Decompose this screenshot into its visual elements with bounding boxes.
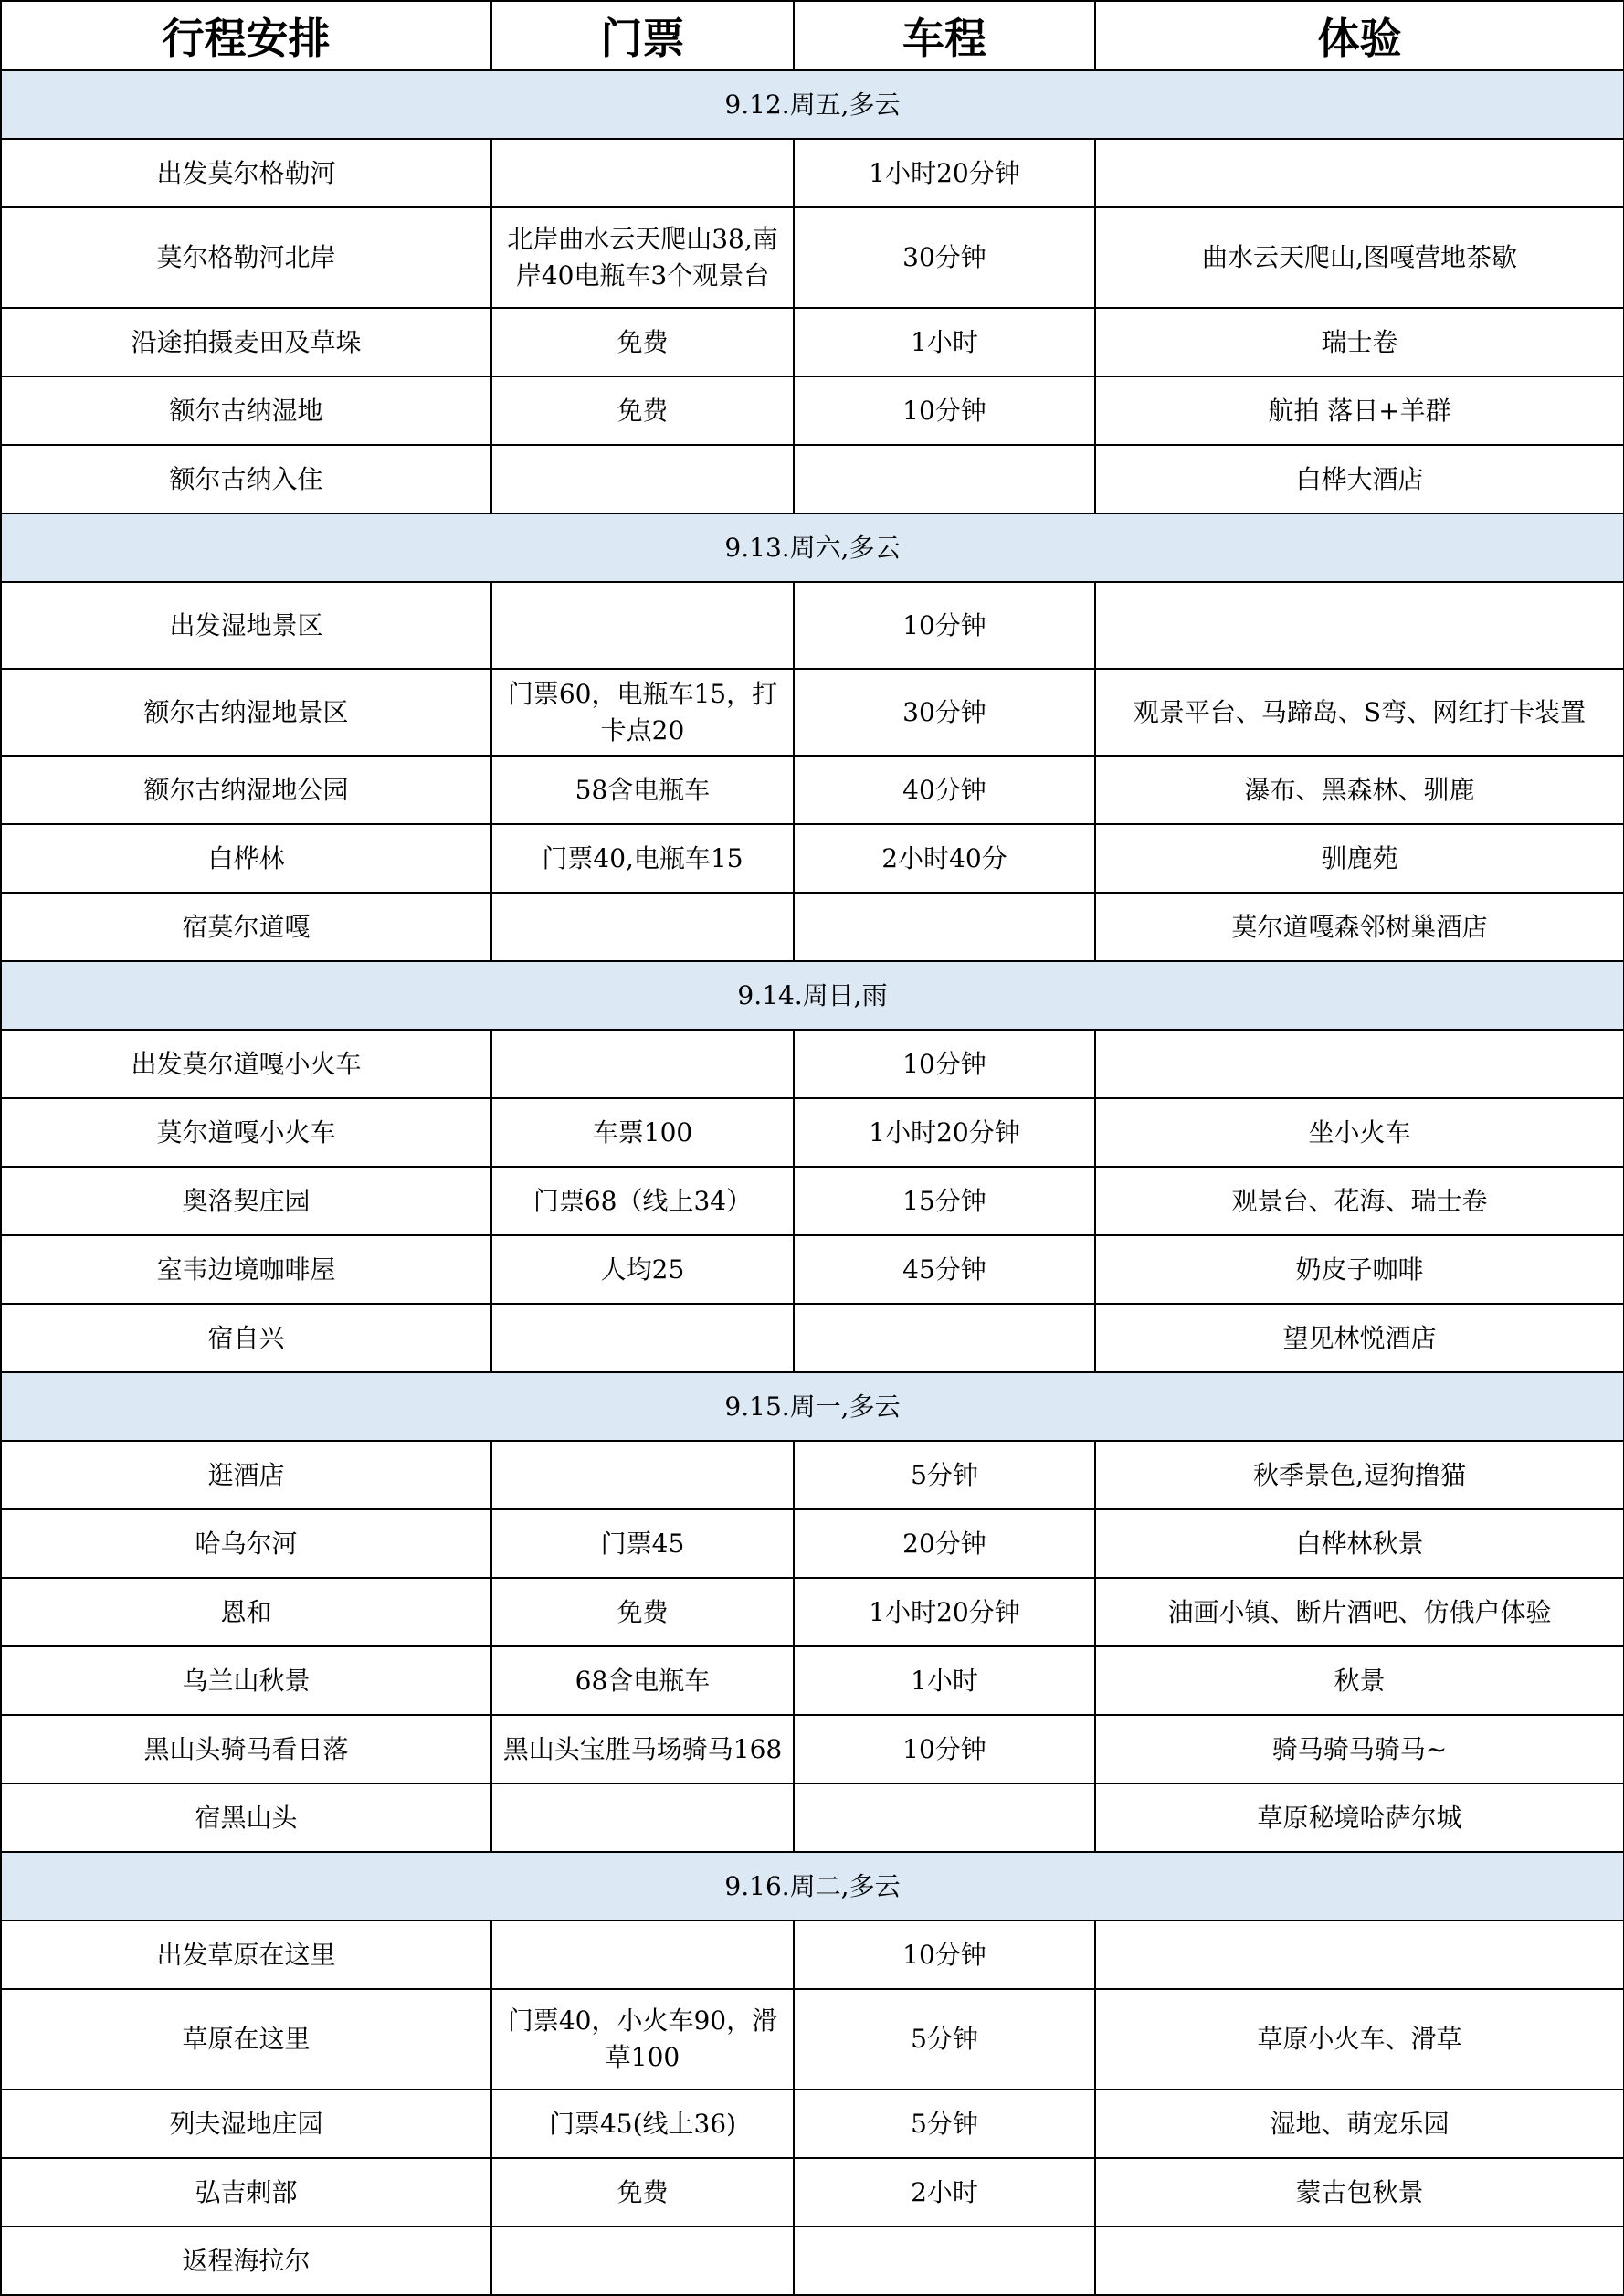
place-cell: 列夫湿地庄园: [1, 2090, 491, 2158]
experience-cell: 草原小火车、滑草: [1095, 1989, 1624, 2090]
experience-cell: 驯鹿苑: [1095, 824, 1624, 893]
day-label: 9.14.周日,雨: [1, 961, 1624, 1030]
table-row: [1, 1989, 1624, 2090]
drive-cell: 45分钟: [794, 1235, 1095, 1304]
drive-cell: [794, 893, 1095, 961]
day-header-row: [1, 961, 1624, 1030]
place-cell: 哈乌尔河: [1, 1509, 491, 1578]
place-cell: 乌兰山秋景: [1, 1646, 491, 1715]
drive-cell: 5分钟: [794, 2090, 1095, 2158]
experience-cell: 白桦林秋景: [1095, 1509, 1624, 1578]
drive-cell: 5分钟: [794, 1989, 1095, 2090]
place-cell: 沿途拍摄麦田及草垛: [1, 308, 491, 376]
drive-cell: 1小时20分钟: [794, 1578, 1095, 1646]
table-body: [1, 70, 1624, 2295]
table-row: [1, 139, 1624, 207]
experience-cell: 瀑布、黑森林、驯鹿: [1095, 756, 1624, 824]
experience-cell: 曲水云天爬山,图嘎营地茶歇: [1095, 207, 1624, 308]
drive-cell: 30分钟: [794, 669, 1095, 756]
drive-cell: 2小时40分: [794, 824, 1095, 893]
experience-cell: 草原秘境哈萨尔城: [1095, 1783, 1624, 1852]
ticket-cell: [491, 445, 794, 513]
table-row: [1, 1235, 1624, 1304]
place-cell: 额尔古纳湿地: [1, 376, 491, 445]
place-cell: 出发草原在这里: [1, 1920, 491, 1989]
ticket-cell: 北岸曲水云天爬山38,南岸40电瓶车3个观景台: [491, 207, 794, 308]
day-header-row: [1, 70, 1624, 139]
ticket-cell: [491, 1030, 794, 1098]
drive-cell: [794, 1304, 1095, 1372]
ticket-cell: [491, 893, 794, 961]
table-row: [1, 376, 1624, 445]
ticket-cell: 车票100: [491, 1098, 794, 1167]
table-row: [1, 1030, 1624, 1098]
experience-cell: 奶皮子咖啡: [1095, 1235, 1624, 1304]
table-row: [1, 669, 1624, 756]
drive-cell: 10分钟: [794, 376, 1095, 445]
ticket-cell: [491, 1441, 794, 1509]
day-header-row: [1, 1852, 1624, 1920]
experience-cell: 莫尔道嘎森邻树巢酒店: [1095, 893, 1624, 961]
table-row: [1, 1304, 1624, 1372]
experience-cell: 秋季景色,逗狗撸猫: [1095, 1441, 1624, 1509]
ticket-cell: 门票40,电瓶车15: [491, 824, 794, 893]
table-row: [1, 582, 1624, 669]
ticket-cell: 免费: [491, 1578, 794, 1646]
header-itinerary: 行程安排: [1, 1, 491, 70]
ticket-cell: 人均25: [491, 1235, 794, 1304]
table-row: [1, 756, 1624, 824]
day-header-row: [1, 1372, 1624, 1441]
table-row: [1, 2090, 1624, 2158]
place-cell: 莫尔道嘎小火车: [1, 1098, 491, 1167]
experience-cell: 坐小火车: [1095, 1098, 1624, 1167]
day-label: 9.13.周六,多云: [1, 513, 1624, 582]
place-cell: 宿黑山头: [1, 1783, 491, 1852]
experience-cell: 瑞士卷: [1095, 308, 1624, 376]
table-row: [1, 2227, 1624, 2295]
day-label: 9.15.周一,多云: [1, 1372, 1624, 1441]
ticket-cell: 门票68（线上34）: [491, 1167, 794, 1235]
table-row: [1, 1646, 1624, 1715]
ticket-cell: 免费: [491, 308, 794, 376]
drive-cell: [794, 2227, 1095, 2295]
experience-cell: 航拍 落日+羊群: [1095, 376, 1624, 445]
table-row: [1, 1441, 1624, 1509]
drive-cell: 1小时: [794, 308, 1095, 376]
table-row: [1, 1715, 1624, 1783]
table-header: [1, 1, 1624, 70]
drive-cell: 5分钟: [794, 1441, 1095, 1509]
drive-cell: 15分钟: [794, 1167, 1095, 1235]
place-cell: 出发湿地景区: [1, 582, 491, 669]
ticket-cell: 门票45: [491, 1509, 794, 1578]
place-cell: 草原在这里: [1, 1989, 491, 2090]
experience-cell: 观景平台、马蹄岛、S弯、网红打卡装置: [1095, 669, 1624, 756]
ticket-cell: 68含电瓶车: [491, 1646, 794, 1715]
drive-cell: 10分钟: [794, 1715, 1095, 1783]
experience-cell: [1095, 1030, 1624, 1098]
ticket-cell: [491, 2227, 794, 2295]
place-cell: 恩和: [1, 1578, 491, 1646]
experience-cell: [1095, 1920, 1624, 1989]
place-cell: 额尔古纳湿地公园: [1, 756, 491, 824]
header-row: [1, 1, 1624, 70]
ticket-cell: 免费: [491, 376, 794, 445]
drive-cell: 40分钟: [794, 756, 1095, 824]
drive-cell: 10分钟: [794, 582, 1095, 669]
table-row: [1, 1783, 1624, 1852]
day-label: 9.16.周二,多云: [1, 1852, 1624, 1920]
ticket-cell: [491, 139, 794, 207]
experience-cell: [1095, 139, 1624, 207]
experience-cell: 观景台、花海、瑞士卷: [1095, 1167, 1624, 1235]
drive-cell: 30分钟: [794, 207, 1095, 308]
place-cell: 额尔古纳湿地景区: [1, 669, 491, 756]
drive-cell: 20分钟: [794, 1509, 1095, 1578]
experience-cell: 湿地、萌宠乐园: [1095, 2090, 1624, 2158]
table-row: [1, 1920, 1624, 1989]
drive-cell: 2小时: [794, 2158, 1095, 2227]
place-cell: 黑山头骑马看日落: [1, 1715, 491, 1783]
drive-cell: 1小时: [794, 1646, 1095, 1715]
experience-cell: [1095, 2227, 1624, 2295]
header-ticket: 门票: [491, 1, 794, 70]
table-row: [1, 1578, 1624, 1646]
ticket-cell: 免费: [491, 2158, 794, 2227]
table-row: [1, 893, 1624, 961]
drive-cell: 10分钟: [794, 1030, 1095, 1098]
place-cell: 白桦林: [1, 824, 491, 893]
place-cell: 奥洛契庄园: [1, 1167, 491, 1235]
ticket-cell: [491, 1920, 794, 1989]
table-row: [1, 1167, 1624, 1235]
ticket-cell: 门票45(线上36): [491, 2090, 794, 2158]
header-experience: 体验: [1095, 1, 1624, 70]
drive-cell: [794, 445, 1095, 513]
place-cell: 莫尔格勒河北岸: [1, 207, 491, 308]
table-row: [1, 207, 1624, 308]
experience-cell: 秋景: [1095, 1646, 1624, 1715]
ticket-cell: 门票60，电瓶车15，打卡点20: [491, 669, 794, 756]
ticket-cell: [491, 1304, 794, 1372]
ticket-cell: [491, 582, 794, 669]
place-cell: 出发莫尔格勒河: [1, 139, 491, 207]
table-row: [1, 445, 1624, 513]
experience-cell: 蒙古包秋景: [1095, 2158, 1624, 2227]
experience-cell: [1095, 582, 1624, 669]
table-row: [1, 824, 1624, 893]
place-cell: 额尔古纳入住: [1, 445, 491, 513]
place-cell: 出发莫尔道嘎小火车: [1, 1030, 491, 1098]
place-cell: 宿自兴: [1, 1304, 491, 1372]
place-cell: 宿莫尔道嘎: [1, 893, 491, 961]
header-drive: 车程: [794, 1, 1095, 70]
ticket-cell: 58含电瓶车: [491, 756, 794, 824]
table-row: [1, 2158, 1624, 2227]
table-row: [1, 1509, 1624, 1578]
ticket-cell: [491, 1783, 794, 1852]
drive-cell: 1小时20分钟: [794, 1098, 1095, 1167]
experience-cell: 白桦大酒店: [1095, 445, 1624, 513]
drive-cell: [794, 1783, 1095, 1852]
place-cell: 返程海拉尔: [1, 2227, 491, 2295]
drive-cell: 10分钟: [794, 1920, 1095, 1989]
ticket-cell: 门票40，小火车90，滑草100: [491, 1989, 794, 2090]
place-cell: 逛酒店: [1, 1441, 491, 1509]
table-row: [1, 308, 1624, 376]
ticket-cell: 黑山头宝胜马场骑马168: [491, 1715, 794, 1783]
day-label: 9.12.周五,多云: [1, 70, 1624, 139]
experience-cell: 望见林悦酒店: [1095, 1304, 1624, 1372]
place-cell: 弘吉剌部: [1, 2158, 491, 2227]
experience-cell: 骑马骑马骑马~: [1095, 1715, 1624, 1783]
table-row: [1, 1098, 1624, 1167]
place-cell: 室韦边境咖啡屋: [1, 1235, 491, 1304]
experience-cell: 油画小镇、断片酒吧、仿俄户体验: [1095, 1578, 1624, 1646]
drive-cell: 1小时20分钟: [794, 139, 1095, 207]
day-header-row: [1, 513, 1624, 582]
